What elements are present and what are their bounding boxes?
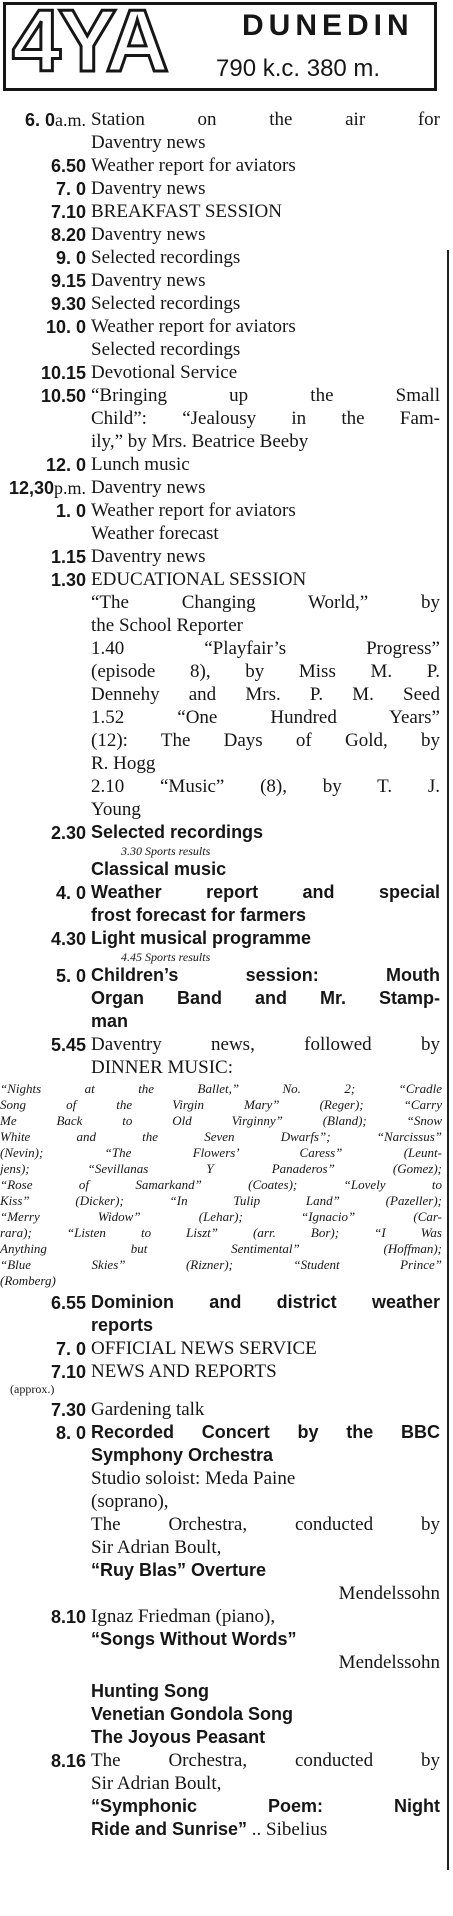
music-line: Song of the Virgin Mary” (Reger); “Carry: [0, 1097, 442, 1112]
programme-entry: [0, 1749, 453, 1841]
entry-text: Ride and Sunrise” .. Sibelius: [91, 1819, 328, 1840]
sports-results-note: 3.30 Sports results: [121, 844, 211, 858]
sports-results-note: 4.45 Sports results: [121, 950, 211, 964]
entry-text: Selected recordings: [91, 247, 241, 268]
entry-time: 7.10: [50, 1362, 86, 1382]
music-line: White and the Seven Dwarfs”; “Narcissus”: [0, 1129, 442, 1144]
entry-time: 5.45: [50, 1035, 86, 1055]
programme-entry: [0, 964, 453, 1033]
entry-time: 7.10: [50, 202, 86, 222]
entry-time: 2.30: [50, 823, 86, 843]
entry-text: (episode 8), by Miss M. P.: [91, 661, 440, 682]
entry-time: 4. 0: [55, 883, 86, 903]
entry-text: 1.52 “One Hundred Years”: [91, 707, 440, 728]
music-line: (Romberg): [0, 1273, 56, 1288]
programme-entry: [0, 568, 453, 821]
entry-text: Daventry news: [91, 132, 206, 153]
entry-time: 7. 0: [55, 1339, 86, 1359]
entry-text: Sir Adrian Boult,: [91, 1537, 222, 1558]
entry-text: man: [91, 1011, 129, 1031]
programme-entry: [0, 315, 453, 361]
music-line: “Blue Skies” (Rizner); “Student Prince”: [0, 1257, 442, 1272]
entry-text: “Ruy Blas” Overture: [91, 1560, 267, 1580]
entry-ampm: p.m.: [53, 478, 86, 498]
programme-entry: [0, 177, 453, 200]
entry-time: 10. 0: [45, 317, 86, 337]
music-line: Me Back to Old Virginny” (Bland); “Snow: [0, 1113, 442, 1128]
programme-entry: [0, 292, 453, 315]
programme-entry: [0, 545, 453, 568]
entry-text: Light musical programme: [91, 928, 312, 948]
entry-text: Dennehy and Mrs. P. M. Seed: [91, 684, 440, 705]
station-logo: 4YA: [12, 0, 167, 90]
entry-text: Classical music: [91, 859, 227, 879]
entry-text: NEWS AND REPORTS: [91, 1361, 277, 1382]
station-frequency: 790 k.c. 380 m.: [216, 55, 381, 82]
programme-list: [0, 108, 453, 1841]
programme-entry: [0, 821, 453, 881]
entry-text: ily,” by Mrs. Beatrice Beeby: [91, 431, 309, 452]
entry-time: 1.15: [50, 547, 86, 567]
programme-entry: [0, 108, 453, 154]
station-city: DUNEDIN: [242, 9, 414, 42]
entry-text: Selected recordings: [91, 293, 241, 314]
entry-text: Daventry news: [91, 477, 206, 498]
programme-entry: [0, 927, 453, 964]
entry-time: 4.30: [50, 929, 86, 949]
programme-entry: [0, 499, 453, 545]
entry-text: Weather report for aviators: [91, 155, 296, 176]
entry-text: Gardening talk: [91, 1399, 205, 1420]
entry-time: 8.16: [50, 1751, 86, 1771]
entry-text: “Songs Without Words”: [91, 1629, 297, 1649]
entry-time: 6. 0a.m.: [24, 110, 86, 130]
entry-text: 1.40 “Playfair’s Progress”: [91, 638, 440, 659]
music-line: rara); “Listen to Liszt” (arr. Bor); “I Was: [0, 1225, 442, 1240]
composer-name: Sibelius: [266, 1819, 328, 1840]
programme-entry: [0, 1398, 453, 1421]
entry-time: 10.50: [40, 386, 86, 406]
programme-entry: [0, 453, 453, 476]
entry-text: frost forecast for farmers: [91, 905, 307, 925]
entry-time: 5. 0: [55, 966, 86, 986]
programme-entry: [0, 200, 453, 223]
entry-time: 7.30: [50, 1400, 86, 1420]
entry-text: Daventry news: [91, 270, 206, 291]
programme-entry: [0, 223, 453, 246]
programme-entry: [0, 1291, 453, 1337]
programme-entry: [0, 476, 453, 499]
entry-time: 6.55: [50, 1293, 86, 1313]
music-line: Anything but Sentimental” (Hoffman);: [0, 1241, 442, 1256]
entry-time: 8.20: [50, 225, 86, 245]
entry-time: 8. 0: [55, 1423, 86, 1443]
programme-entry: [0, 269, 453, 292]
entry-text: 2.10 “Music” (8), by T. J.: [91, 776, 440, 797]
entry-text: Ignaz Friedman (piano),: [91, 1606, 276, 1627]
entry-text: BREAKFAST SESSION: [91, 201, 282, 222]
entry-text: OFFICIAL NEWS SERVICE: [91, 1338, 317, 1359]
station-header: [3, 2, 437, 91]
programme-entry: [0, 384, 453, 453]
programme-entry: [0, 1605, 453, 1749]
entry-text: Symphony Orchestra: [91, 1445, 274, 1465]
entry-text: The Orchestra, conducted by: [91, 1750, 440, 1771]
entry-text: Organ Band and Mr. Stamp-: [91, 988, 440, 1008]
entry-text: Daventry news, followed by: [91, 1034, 440, 1055]
programme-entry: [0, 1421, 453, 1605]
entry-text: Lunch music: [91, 454, 190, 475]
entry-text: R. Hogg: [91, 753, 156, 774]
entry-ampm: a.m.: [55, 110, 86, 130]
entry-text: Sir Adrian Boult,: [91, 1773, 222, 1794]
entry-text: Selected recordings: [91, 822, 264, 842]
entry-text: Weather report for aviators: [91, 500, 296, 521]
entry-text: (12): The Days of Gold, by: [91, 730, 440, 751]
music-line: “Nights at the Ballet,” No. 2; “Cradle: [0, 1081, 442, 1096]
entry-time: 8.10: [50, 1607, 86, 1627]
entry-text: Station on the air for: [91, 109, 440, 130]
entry-text: The Joyous Peasant: [91, 1727, 266, 1747]
entry-text: Young: [91, 799, 141, 820]
music-line: “Merry Widow” (Lehar); “Ignacio” (Car-: [0, 1209, 442, 1224]
entry-time: 12. 0: [45, 455, 86, 475]
entry-text: Daventry news: [91, 178, 206, 199]
entry-text: Venetian Gondola Song: [91, 1704, 294, 1724]
music-line: “Rose of Samarkand” (Coates); “Lovely to: [0, 1177, 442, 1192]
entry-time: 9.15: [50, 271, 86, 291]
entry-text: EDUCATIONAL SESSION: [91, 569, 307, 590]
programme-entry: [0, 246, 453, 269]
entry-text: The Orchestra, conducted by: [91, 1514, 440, 1535]
entry-text: “The Changing World,” by: [91, 592, 440, 613]
programme-entry: [0, 361, 453, 384]
entry-approx-note: (approx.): [10, 1382, 55, 1396]
programme-entry: [0, 881, 453, 927]
programme-entry: [0, 1033, 453, 1289]
entry-time: 10.15: [40, 363, 86, 383]
entry-text: Weather report for aviators: [91, 316, 296, 337]
entry-text: Devotional Service: [91, 362, 238, 383]
entry-text: Daventry news: [91, 546, 206, 567]
entry-time: 9. 0: [55, 248, 86, 268]
entry-text: Recorded Concert by the BBC: [91, 1422, 440, 1442]
entry-text: “Bringing up the Small: [91, 385, 440, 406]
entry-time: 6.50: [50, 156, 86, 176]
music-line: jens); “Sevillanas Y Panaderos” (Gomez);: [0, 1161, 442, 1176]
dinner-music-list: [0, 1081, 442, 1289]
entry-text: Weather report and special: [91, 882, 440, 902]
entry-text: Hunting Song: [91, 1681, 209, 1701]
entry-text: “Symphonic Poem: Night: [91, 1796, 440, 1816]
entry-time: 1.30: [50, 570, 86, 590]
entry-time: 12,30p.m.: [8, 478, 86, 498]
entry-text: the School Reporter: [91, 615, 243, 636]
entry-text: reports: [91, 1315, 154, 1335]
composer-name: Mendelssohn: [338, 1583, 440, 1604]
music-line: Kiss” (Dicker); “In Tulip Land” (Pazeller);: [0, 1193, 442, 1208]
entry-text: Dominion and district weather: [91, 1292, 440, 1312]
entry-text: Selected recordings: [91, 339, 241, 360]
entry-text: Children’s session: Mouth: [91, 965, 440, 985]
entry-time: 9.30: [50, 294, 86, 314]
entry-text: Weather forecast: [91, 523, 219, 544]
entry-text: Studio soloist: Meda Paine: [91, 1468, 296, 1489]
programme-entry: [0, 1360, 453, 1398]
programme-entry: [0, 1337, 453, 1360]
entry-text: (soprano),: [91, 1491, 169, 1512]
entry-time: 7. 0: [55, 179, 86, 199]
programme-entry: [0, 154, 453, 177]
entry-time: 1. 0: [55, 501, 86, 521]
composer-name: Mendelssohn: [338, 1652, 440, 1673]
entry-text: DINNER MUSIC:: [91, 1057, 233, 1078]
entry-text: Child”: “Jealousy in the Fam-: [91, 408, 440, 429]
music-line: (Nevin); “The Flowers’ Caress” (Leunt-: [0, 1145, 442, 1160]
entry-text: Daventry news: [91, 224, 206, 245]
